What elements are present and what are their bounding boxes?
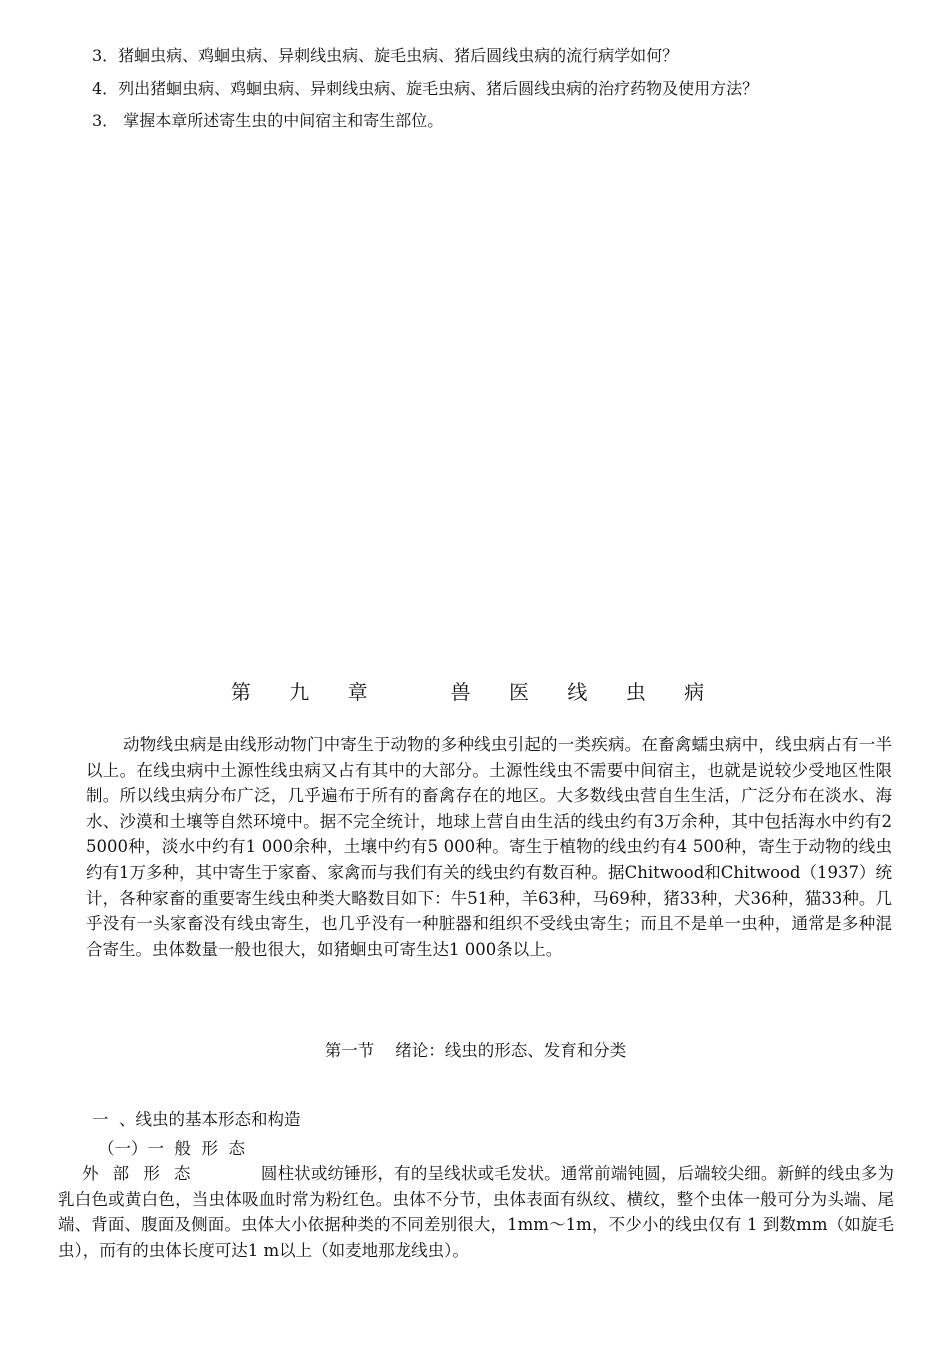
morphology-text: 圆柱状或纺锤形，有的呈线状或毛发状。通常前端钝圆，后端较尖细。新鲜的线虫多为乳白色或黄白色，当虫体吸血时常为粉红色。虫体不分节，虫体表面有纵纹、横纹，整个虫体一般可分为头端、尾端、背面、腹面及侧面。虫体大小依据种类的不同差别很大，1mm～1m，不少小的线虫仅有 1 到数mm（如旋毛虫），而有的虫体长度可达1 m以上（如麦地那龙线虫）。 [58, 1164, 895, 1260]
chapter-title: 第 九 章 兽 医 线 虫 病 [230, 680, 721, 704]
chapter-intro-paragraph: 动物线虫病是由线形动物门中寄生于动物的多种线虫引起的一类疾病。在畜禽蠕虫病中，线虫病占有一半以上。在线虫病中土源性线虫病又占有其中的大部分。土源性线虫不需要中间宿主，也就是说较少受地区性限制。所以线虫病分布广泛，几乎遍布于所有的畜禽存在的地区。大多数线虫营自生生活，广泛分布在淡水、海水、沙漠和土壤等自然环境中。据不完全统计，地球上营自由生活的线虫约有3万余种，其中包括海水中约有2 5000种，淡水中约有1 000余种，土壤中约有5 000种。寄生于植物的线虫约有4 500种，寄生于动物的线虫约有1万多种，其中寄生于家畜、家禽而与我们有关的线虫约有数百种。据Chitwood和Chitwood（1937）统计，各种家畜的重要寄生线虫种类大略数目如下：牛51种，羊63种，马69种，猪33种，犬36种，猫33种。几乎没有一头家畜没有线虫寄生，也几乎没有一种脏器和组织不受线虫寄生；而且不是单一虫种，通常是多种混合寄生。虫体数量一般也很大，如猪蛔虫可寄生达1 000条以上。 [86, 735, 892, 959]
question-item: 3．猪蛔虫病、鸡蛔虫病、异刺线虫病、旋毛虫病、猪后圆线虫病的流行病学如何？ [92, 46, 679, 65]
lead-label: 外部形态 [82, 1164, 205, 1183]
question-item: 3． 掌握本章所述寄生虫的中间宿主和寄生部位。 [92, 111, 444, 130]
question-item: 4．列出猪蛔虫病、鸡蛔虫病、异刺线虫病、旋毛虫病、猪后圆线虫病的治疗药物及使用方法？ [92, 79, 759, 98]
morphology-paragraph [58, 1161, 894, 1263]
subsection-heading: 一 、线虫的基本形态和构造 [92, 1110, 301, 1129]
sub-subsection-heading: （一）一 般 形 态 [98, 1139, 245, 1158]
section-title: 第一节 绪论：线虫的形态、发育和分类 [324, 1041, 627, 1060]
